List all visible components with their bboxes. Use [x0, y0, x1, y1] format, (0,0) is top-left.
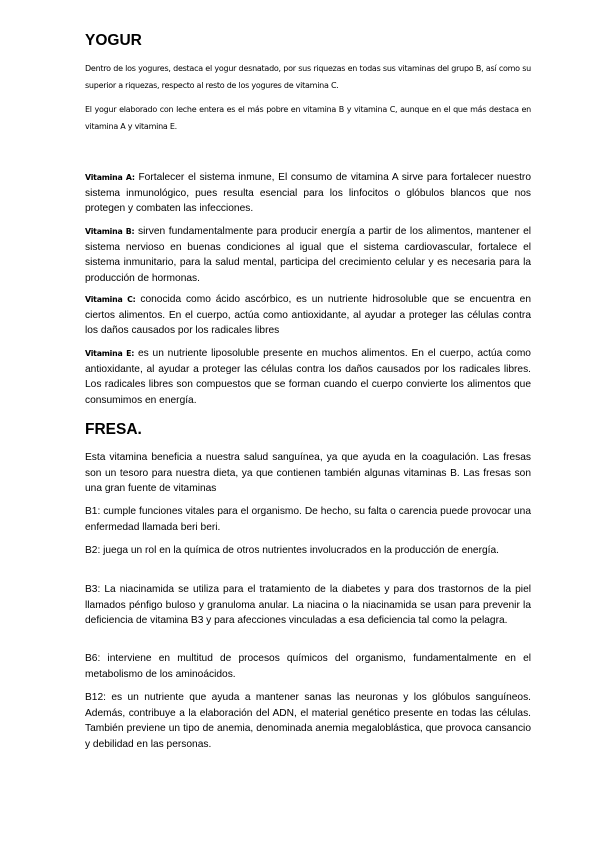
yogur-paragraph-1: Dentro de los yogures, destaca el yogur desnatado, por sus riquezas en todas sus vitaminas del grupo B, así como su superior a riquezas, respecto al resto de los yogures de vitamina C. [85, 64, 531, 90]
fresa-b12-paragraph: B12: es un nutriente que ayuda a mantener sanas las neuronas y los glóbulos sanguíneos. Además, contribuye a la elaboración del ADN, el material genético presente en todas las células. También previene un tipo de anemia, denominada anemia megaloblástica, que provoca cansancio y debilidad en las personas. [85, 692, 531, 750]
vitamin-e-text: es un nutriente liposoluble presente en muchos alimentos. En el cuerpo, actúa como antioxidante, al ayudar a proteger las células contra los daños causados por los radicales libres. Los radicales libres son compuestos que se forman cuando el cuerpo convierte los alimentos que consumimos en energía. [85, 348, 531, 406]
vitamin-a-label: Vitamina A: [85, 173, 135, 182]
fresa-intro-paragraph: Esta vitamina beneficia a nuestra salud sanguínea, ya que ayuda en la coagulación. Las fresas son un tesoro para nuestra dieta, ya que contienen también algunas vitaminas B. Las fresas son una gran fuente de vitaminas [85, 452, 531, 494]
fresa-b6-paragraph: B6: interviene en multitud de procesos químicos del organismo, fundamentalmente en el metabolismo de los aminoácidos. [85, 653, 531, 680]
vitamin-b-label: Vitamina B: [85, 227, 135, 236]
yogur-paragraph-2: El yogur elaborado con leche entera es el más pobre en vitamina B y vitamina C, aunque en el que más destaca en vitamina A y vitamina E. [85, 105, 531, 131]
vitamin-a-paragraph [85, 170, 531, 217]
fresa-heading: FRESA. [85, 421, 142, 438]
vitamin-a-text: Fortalecer el sistema inmune, El consumo de vitamina A sirve para fortalecer nuestro sistema inmunológico, pues resulta esencial para los linfocitos o glóbulos blancos que nos protegen y combaten las infecciones. [85, 172, 531, 214]
vitamin-c-label: Vitamina C: [85, 295, 136, 304]
vitamin-b-text: sirven fundamentalmente para producir energía a partir de los alimentos, mantener el sistema nervioso en buenas condiciones al igual que el sistema cardiovascular, fortalece el sistema inmunitario, para la salud mental, participa del crecimiento celular y es necesaria para la producción de hormonas. [85, 226, 531, 284]
fresa-b1-paragraph: B1: cumple funciones vitales para el organismo. De hecho, su falta o carencia puede provocar una enfermedad llamada beri beri. [85, 506, 531, 533]
fresa-b3-paragraph: B3: La niacinamida se utiliza para el tratamiento de la diabetes y para dos trastornos de la piel llamados pénfigo buloso y granuloma anular. La niacina o la niacinamida se usan para prevenir la deficiencia de vitamina B3 y para afecciones vinculadas a esa deficiencia tal como la pelagra. [85, 584, 531, 626]
vitamin-e-label: Vitamina E: [85, 349, 135, 358]
vitamin-e-paragraph [85, 346, 531, 408]
vitamin-c-text: conocida como ácido ascórbico, es un nutriente hidrosoluble que se encuentra en ciertos alimentos. En el cuerpo, actúa como antioxidante, al ayudar a proteger las células contra los daños causados por los radicales libres [85, 294, 531, 336]
vitamin-b-paragraph [85, 224, 531, 286]
yogur-heading: YOGUR [85, 32, 142, 49]
fresa-b2-paragraph: B2: juega un rol en la química de otros nutrientes involucrados en la producción de energía. [85, 545, 499, 556]
vitamin-c-paragraph [85, 292, 531, 339]
